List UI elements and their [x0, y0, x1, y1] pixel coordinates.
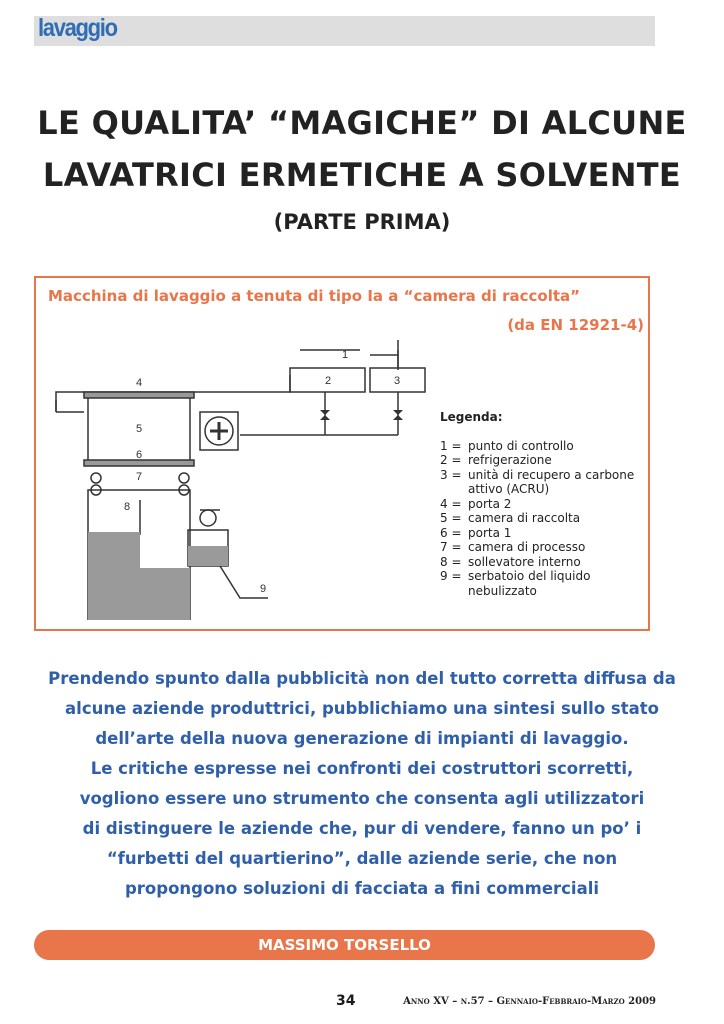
legend-title: Legenda: [440, 410, 503, 424]
legend-item: 1 = punto di controllo [440, 438, 574, 453]
abstract-line: di distinguere le aziende che, pur di vendere, fanno un po’ i [82, 819, 642, 838]
header-bar [34, 16, 655, 46]
diagram-label-6: 6 [136, 449, 143, 461]
article-title-line-1: LE QUALITA’ “MAGICHE” DI ALCUNE [37, 104, 687, 142]
washing-machine-diagram [40, 340, 440, 620]
legend-item: 2 = refrigerazione [440, 453, 552, 467]
diagram-label-4: 4 [136, 377, 143, 389]
figure-legend [440, 410, 640, 598]
diagram-label-2: 2 [325, 375, 332, 387]
figure-source: (da EN 12921-4) [507, 316, 644, 334]
diagram-label-1: 1 [342, 349, 349, 361]
diagram-label-9: 9 [260, 583, 267, 595]
legend-item: 5 = camera di raccolta [440, 511, 581, 525]
article-abstract [30, 664, 694, 904]
legend-item: 8 = sollevatore interno [440, 554, 581, 569]
article-subtitle: (PARTE PRIMA) [273, 210, 451, 234]
abstract-line: alcune aziende produttrici, pubblichiamo una sintesi sullo stato [65, 699, 659, 718]
legend-item: 6 = porta 1 [440, 525, 512, 540]
legend-item: 3 = unità di recupero a carbone attivo (ACRU) [440, 467, 635, 496]
issue-info: Anno XV – n.57 – Gennaio-Febbraio-Marzo 2009 [403, 996, 656, 1007]
abstract-line: “furbetti del quartierino”, dalle aziende serie, che non [106, 849, 618, 868]
diagram-label-5: 5 [136, 423, 143, 435]
section-tag: lavaggio [38, 14, 117, 42]
abstract-line: vogliono essere uno strumento che consenta agli utilizzatori [79, 789, 645, 808]
legend-item: 9 = serbatoio del liquido nebulizzato [440, 569, 591, 598]
diagram-label-7: 7 [136, 471, 143, 483]
article-title-line-2: LAVATRICI ERMETICHE A SOLVENTE [42, 156, 682, 194]
legend-item: 4 = porta 2 [440, 496, 512, 511]
diagram-label-3: 3 [394, 375, 401, 387]
diagram-label-8: 8 [124, 501, 131, 513]
author-bar: MASSIMO TORSELLO [34, 930, 655, 960]
page-number: 34 [336, 993, 356, 1009]
abstract-line: dell’arte della nuova generazione di impianti di lavaggio. [95, 729, 629, 748]
legend-item: 7 = camera di processo [440, 540, 586, 554]
abstract-line: Le critiche espresse nei confronti dei costruttori scorretti, [90, 759, 634, 778]
abstract-line: propongono soluzioni di facciata a fini commerciali [124, 879, 600, 898]
abstract-line: Prendendo spunto dalla pubblicità non del tutto corretta diffusa da [48, 669, 676, 688]
figure-caption: Macchina di lavaggio a tenuta di tipo Ia a “camera di raccolta” [48, 287, 581, 305]
